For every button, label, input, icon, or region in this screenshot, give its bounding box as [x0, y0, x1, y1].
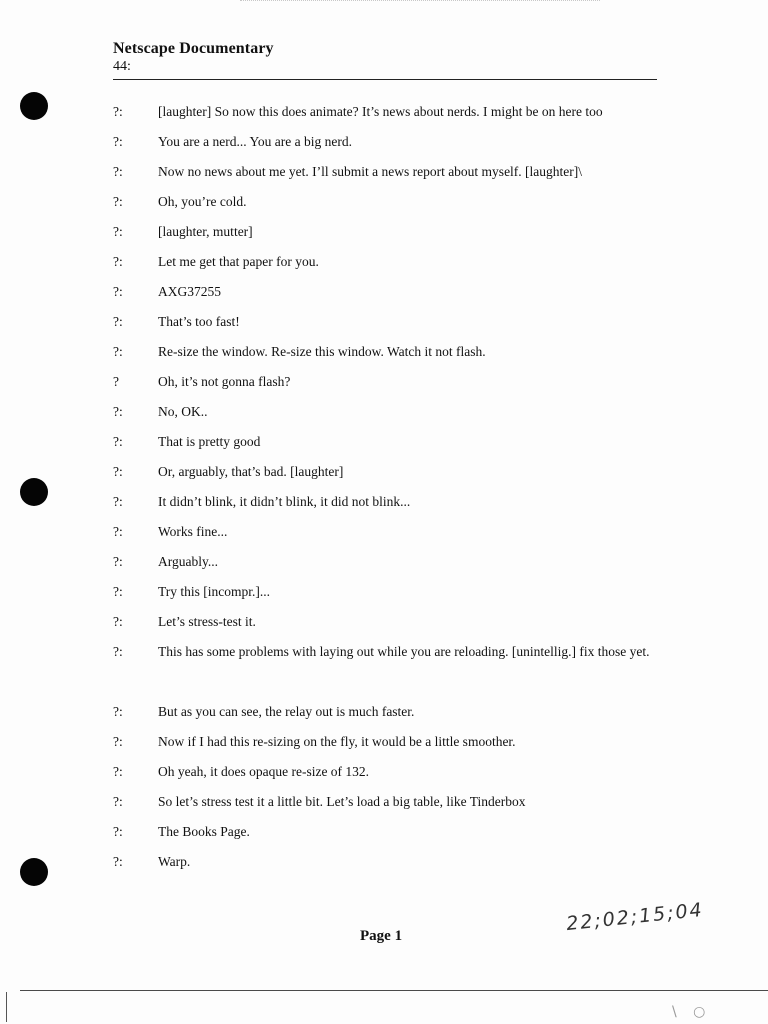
transcript-line	[113, 727, 673, 757]
transcript-line	[113, 637, 673, 697]
utterance-text: Works fine...	[158, 524, 228, 539]
utterance-text: AXG37255	[158, 284, 221, 299]
speaker-label: ?:	[113, 434, 123, 449]
transcript-line	[113, 187, 673, 217]
utterance-text: Now if I had this re-sizing on the fly, it would be a little smoother.	[158, 734, 516, 749]
utterance-text: Oh yeah, it does opaque re-size of 132.	[158, 764, 370, 779]
transcript-line	[113, 397, 673, 427]
speaker-label: ?:	[113, 464, 123, 479]
speaker-label: ?:	[113, 254, 123, 269]
speaker-label: ?:	[113, 344, 123, 359]
punch-hole-bottom	[20, 858, 48, 886]
header-divider	[113, 79, 657, 80]
speaker-label: ?:	[113, 704, 123, 719]
utterance-text: Re-size the window. Re-size this window. Watch it not flash.	[158, 344, 486, 359]
transcript-list	[113, 97, 673, 877]
utterance-text: It didn’t blink, it didn’t blink, it did not blink...	[158, 494, 411, 509]
transcript-line	[113, 847, 673, 877]
utterance-text: Let me get that paper for you.	[158, 254, 319, 269]
transcript-line	[113, 97, 673, 127]
speaker-label: ?:	[113, 524, 123, 539]
speaker-label: ?:	[113, 494, 123, 509]
scan-artifact-bottom	[20, 990, 768, 991]
utterance-text: [laughter, mutter]	[158, 224, 253, 239]
speaker-label: ?:	[113, 224, 123, 239]
speaker-label: ?:	[113, 314, 123, 329]
punch-hole-middle	[20, 478, 48, 506]
utterance-text: Try this [incompr.]...	[158, 584, 271, 599]
utterance-text: You are a nerd... You are a big nerd.	[158, 134, 352, 149]
speaker-label: ?	[113, 374, 119, 389]
transcript-line	[113, 277, 673, 307]
scan-artifact-left	[6, 992, 7, 1022]
transcript-line	[113, 457, 673, 487]
transcript-line	[113, 337, 673, 367]
transcript-line	[113, 127, 673, 157]
speaker-label: ?:	[113, 854, 123, 869]
transcript-line	[113, 787, 673, 817]
speaker-label: ?:	[113, 764, 123, 779]
transcript-line	[113, 607, 673, 637]
utterance-text: Now no news about me yet. I’ll submit a news report about myself. [laughter]\	[158, 164, 583, 179]
transcript-line	[113, 577, 673, 607]
speaker-label: ?:	[113, 584, 123, 599]
handwritten-timecode: 22;02;15;04	[565, 898, 705, 936]
transcript-line	[113, 487, 673, 517]
utterance-text: Oh, it’s not gonna flash?	[158, 374, 291, 389]
speaker-label: ?:	[113, 134, 123, 149]
utterance-text: Oh, you’re cold.	[158, 194, 247, 209]
transcript-line	[113, 517, 673, 547]
speaker-label: ?:	[113, 614, 123, 629]
speaker-label: ?:	[113, 734, 123, 749]
transcript-line	[113, 367, 673, 397]
utterance-text: But as you can see, the relay out is much faster.	[158, 704, 415, 719]
utterance-text: Warp.	[158, 854, 191, 869]
utterance-text: The Books Page.	[158, 824, 250, 839]
faint-scan-mark: \ ○	[672, 1004, 712, 1020]
transcript-line	[113, 217, 673, 247]
speaker-label: ?:	[113, 104, 123, 119]
utterance-text: So let’s stress test it a little bit. Let’s load a big table, like Tinderbox	[158, 794, 526, 809]
speaker-label: ?:	[113, 194, 123, 209]
transcript-line	[113, 697, 673, 727]
scan-artifact-top	[240, 0, 600, 3]
speaker-label: ?:	[113, 554, 123, 569]
speaker-label: ?:	[113, 164, 123, 179]
utterance-text: Arguably...	[158, 554, 218, 569]
punch-hole-top	[20, 92, 48, 120]
utterance-text: That’s too fast!	[158, 314, 240, 329]
speaker-label: ?:	[113, 404, 123, 419]
transcript-line	[113, 157, 673, 187]
transcript-line	[113, 307, 673, 337]
utterance-text: That is pretty good	[158, 434, 261, 449]
utterance-text: No, OK..	[158, 404, 208, 419]
speaker-label: ?:	[113, 824, 123, 839]
transcript-line	[113, 757, 673, 787]
speaker-label: ?:	[113, 284, 123, 299]
utterance-text: Or, arguably, that’s bad. [laughter]	[158, 464, 344, 479]
transcript-line	[113, 817, 673, 847]
page-number: Page 1	[360, 928, 403, 944]
transcript-line	[113, 547, 673, 577]
utterance-text: Let’s stress-test it.	[158, 614, 256, 629]
transcript-line	[113, 247, 673, 277]
transcript-line	[113, 427, 673, 457]
speaker-label: ?:	[113, 644, 123, 659]
utterance-text: This has some problems with laying out while you are reloading. [unintellig.] fix those yet.	[158, 644, 650, 659]
section-number: 44:	[113, 59, 131, 74]
utterance-text: [laughter] So now this does animate? It’s news about nerds. I might be on here too	[158, 104, 603, 119]
speaker-label: ?:	[113, 794, 123, 809]
document-title: Netscape Documentary	[113, 40, 274, 57]
